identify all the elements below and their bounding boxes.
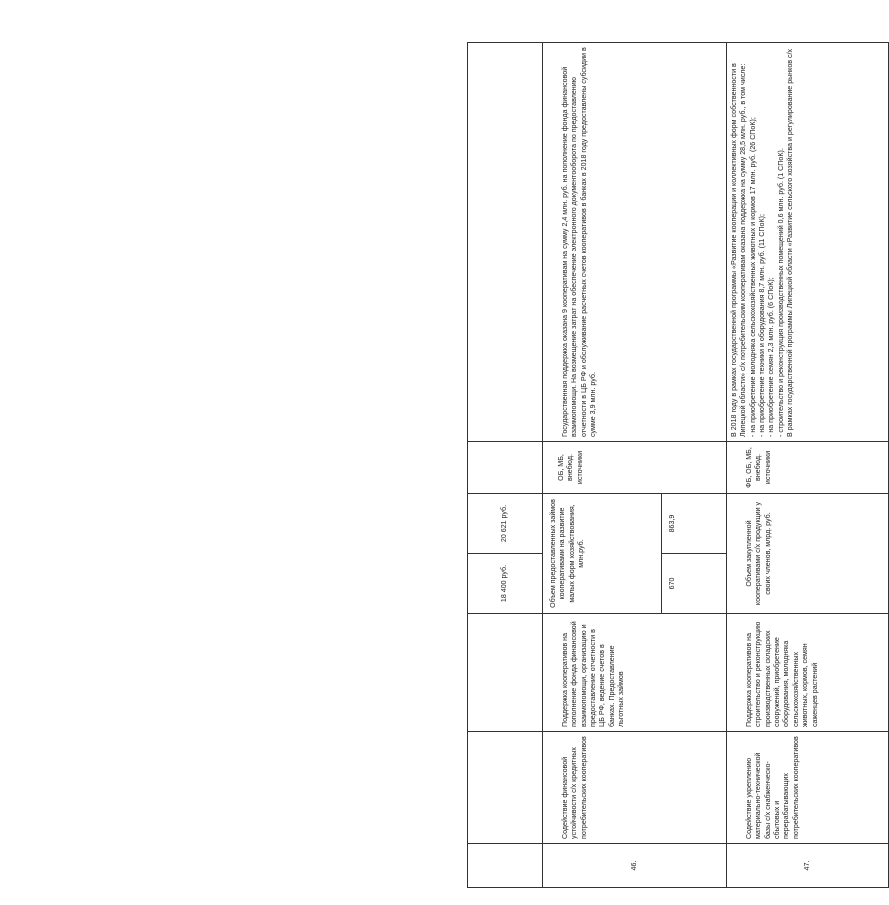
row-indicator: Объем предоставленных займов кооперативами на развитие малых форм хозяйствования, млн.руб.	[549, 499, 586, 608]
cell-top-measures	[468, 614, 543, 732]
cell-top-result	[468, 43, 543, 442]
table-row-top	[468, 43, 543, 888]
result-line: В 2018 году в рамках государственной программы «Развитие кооперации и коллективных форм собственности в Липецкой области» с/х потребительским кооперативам оказана поддержка на сумму 28,5 млн. руб., в том числе:	[730, 63, 748, 437]
row-number: 47.	[727, 844, 889, 888]
row-measures: Поддержка кооперативов на пополнение фонда финансовой взаимопомощи, организацию и предоставление отчетности в ЦБ РФ, ведение счетов в банках. Предоставление льготных займов	[543, 614, 727, 732]
row-indicator: Объем закупленной кооперативами с/х продукции у своих членов, млрд. руб.	[727, 494, 889, 614]
program-table	[467, 42, 889, 888]
row-sources: ОБ, МБ, внебюд. источники	[543, 442, 727, 494]
result-line: В рамках государственной программы Липецкой области «Развитие сельского хозяйства и регулирование рынков с/х	[786, 48, 795, 437]
row-indicator-cell	[543, 494, 727, 614]
value-2018: 18 400 руб.	[500, 564, 509, 603]
row-result: Государственная поддержка оказана 9 кооперативам на сумму 2,4 млн. руб. на пополнение фонда финансовой взаимопомощи. На возмещение затрат на обеспечение электронного документооборота по предоставлению отчетности в ЦБ РФ и обслуживание расчетных счетов кооперативов в банках в 2018 году предоставлены субсидии в сумме 3,9 млн. руб.	[543, 43, 727, 442]
result-line: - на приобретение семян 2,3 млн. руб. (6 СПоК);	[767, 277, 776, 437]
row-sources: ФБ, ОБ, МБ, внебюд. источники	[727, 442, 889, 494]
result-line: - строительство и реконструкция производственных помещений 0,6 млн. руб. (1 СПоК).	[776, 148, 785, 437]
rotated-table-container	[467, 43, 889, 888]
cell-top-num	[468, 844, 543, 888]
result-line: - на приобретение техники и оборудования 8,7 млн. руб. (11 СПоК);	[758, 214, 767, 437]
row-number: 46.	[543, 844, 727, 888]
result-line: - на приобретение молодняка сельскохозяйственных животных и кормов 17 млн. руб. (26 СПоК);	[748, 117, 757, 437]
table-row-46	[543, 43, 727, 888]
cell-top-sources	[468, 442, 543, 494]
top-values-inner	[468, 494, 542, 613]
row-measures: Поддержка кооперативов на строительство и реконструкцию производственных складских сооружений, приобретение оборудования, молодняка сельскохозяйственных животных, кормов, семян саженцев растений	[727, 614, 889, 732]
table-row-47	[727, 43, 889, 888]
cell-top-name	[468, 732, 543, 844]
value-2019: 20 621 руб.	[468, 494, 542, 554]
indicator-inner	[543, 494, 726, 613]
row-value-b: 863,9	[661, 494, 726, 554]
row-name: Содействие финансовой устойчивости с/х кредитных потребительских кооперативов	[543, 732, 727, 844]
cell-top-values	[468, 494, 543, 614]
row-value-a: 670	[661, 554, 726, 614]
row-result	[727, 43, 889, 442]
row-name: Содействие укреплению материально-технической базы с/х снабженческо-сбытовых и перерабатывающих потребительских кооперативов	[727, 732, 889, 844]
